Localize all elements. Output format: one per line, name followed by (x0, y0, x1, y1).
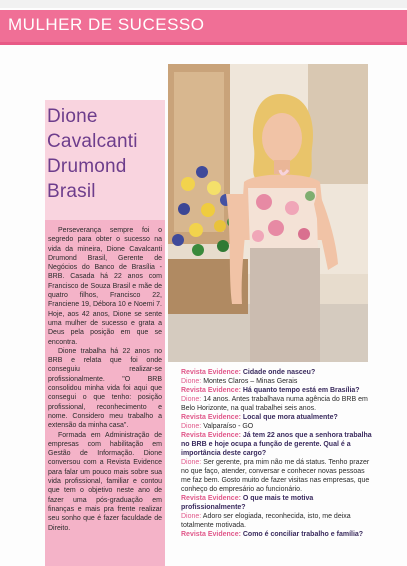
portrait-illustration (168, 64, 368, 362)
article-body (48, 226, 162, 533)
body-paragraph: Dione trabalha há 22 anos no BRB e relata que foi onde conseguiu realizar-se profissionalmente. "O BRB consolidou minha vida foi aqui que consegui o que tenho: posição profissional, reconhecimento e nome. Considero meu trabalho a extensão da minha casa". (48, 347, 162, 430)
name-line-4: Brasil (47, 181, 96, 202)
body-paragraph: Perseverança sempre foi o segredo para obter o sucesso na vida da mineira, Dione Cavalcanti Drumond Brasil, Gerente de Negócios do Banco de Brasília - BRB. Casada há 22 anos com Francisco de Souza Brasil e mãe de quatro filhos, Francisco 22, Franciene 19, Débora 10 e Noemi 7. Hoje, aos 42 anos, Dione se sente uma mulher de sucesso e grata a Deus pela posição em que se encontra. (48, 227, 162, 346)
answer-1: Dione: Montes Claros – Minas Gerais (181, 378, 298, 385)
header-divider (0, 42, 407, 45)
answer-3: Dione: Valparaíso - GO (181, 423, 254, 430)
name-line-2: Cavalcanti (47, 131, 138, 152)
question-5: Revista Evidence: O que mais te motiva profissionalmente? (181, 495, 314, 511)
question-3: Revista Evidence: Local que mora atualmente? (181, 414, 338, 421)
name-line-3: Drumond (47, 156, 127, 177)
answer-5: Dione: Adoro ser elogiada, reconhecida, isto, me deixa totalmente motivada. (181, 513, 351, 529)
question-2: Revista Evidence: Há quanto tempo está em Brasília? (181, 387, 360, 394)
scan-edge (0, 0, 407, 8)
section-title: MULHER DE SUCESSO (8, 15, 205, 34)
question-1: Revista Evidence: Cidade onde nasceu? (181, 369, 316, 376)
answer-2: Dione: 14 anos. Antes trabalhava numa agência do BRB em Belo Horizonte, na qual trabalhei seis anos. (181, 396, 368, 412)
portrait-photo (168, 64, 368, 362)
question-6: Revista Evidence: Como é conciliar trabalho e família? (181, 531, 364, 538)
name-line-1: Dione (47, 106, 98, 127)
answer-4: Dione: Ser gerente, pra mim não me dá status. Tenho prazer no que faço, atender, conversar e conhecer novas pessoas me faz bem. Gosto muito de fazer visitas nas empresas, que conheço do empresário ao funcionário. (181, 459, 370, 493)
body-paragraph: Formada em Administração de empresas com habilitação em Gestão de Informação. Dione conversou com a Revista Evidence para falar um pouco mais sobre sua vida profissional, familiar e contou que tem o objetivo neste ano de fazer uma pós-graduação em finanças e mais pra frente realizar seu sonho que é fazer faculdade de Direito. (48, 431, 162, 532)
interview-section (181, 368, 374, 539)
question-4: Revista Evidence: Já tem 22 anos que a senhora trabalha no BRB e hoje ocupa a função de gerente. Qual é a importância deste cargo? (181, 432, 372, 457)
